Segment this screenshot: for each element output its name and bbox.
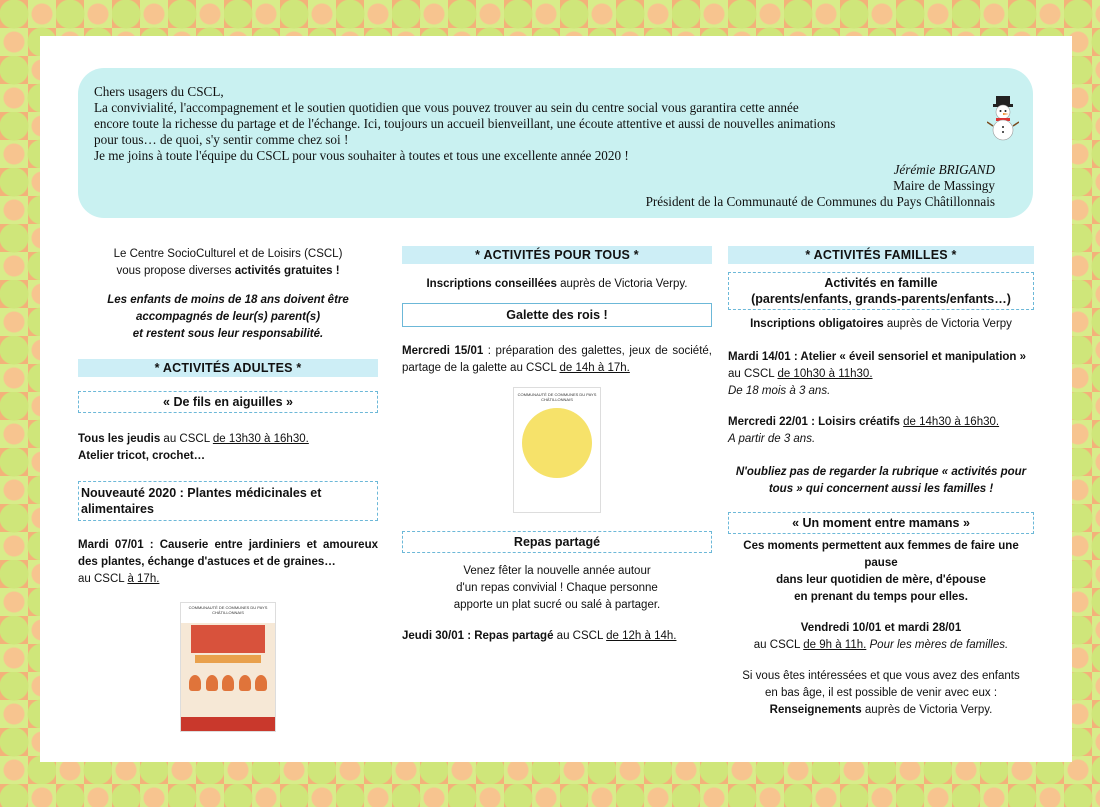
info-bold: Renseignements bbox=[769, 704, 862, 716]
section-title: * ACTIVITÉS POUR TOUS * bbox=[402, 246, 712, 264]
signature-name: Jérémie BRIGAND bbox=[893, 162, 995, 177]
info-text: Si vous êtes intéressées et que vous avez des enfants bbox=[742, 670, 1020, 682]
intro-note: et restent sous leur responsabilité. bbox=[132, 328, 324, 340]
reminder-note: tous » qui concernent aussi les familles ! bbox=[768, 483, 994, 495]
greeting-banner bbox=[78, 68, 1033, 218]
activity-details bbox=[78, 537, 378, 571]
intro-text-bold: activités gratuites ! bbox=[234, 265, 340, 277]
activity-details bbox=[728, 637, 1034, 654]
intro-note: accompagnés de leur(s) parent(s) bbox=[135, 311, 321, 323]
activity-box-highlight: Nouveauté 2020 bbox=[81, 486, 177, 500]
flyer-page bbox=[40, 36, 1072, 762]
family-activities-column bbox=[728, 246, 1034, 719]
activity-day: Jeudi 30/01 : Repas partagé bbox=[402, 630, 554, 642]
activity-details bbox=[402, 628, 712, 645]
registration-text: auprès de Victoria Verpy bbox=[883, 318, 1012, 330]
box-title-line: Activités en famille bbox=[824, 276, 938, 290]
activity-box-title: Repas partagé bbox=[402, 531, 712, 553]
activity-description: Venez fêter la nouvelle année autour bbox=[463, 565, 651, 577]
activity-time: de 13h30 à 16h30. bbox=[212, 433, 309, 445]
activity-description: en prenant du temps pour elles. bbox=[794, 591, 968, 603]
activity-time: de 14h à 17h. bbox=[559, 362, 630, 374]
activity-audience: Pour les mères de familles. bbox=[866, 639, 1009, 651]
poster-header: COMMUNAUTÉ DE COMMUNES DU PAYS CHÂTILLONNAIS bbox=[517, 392, 597, 402]
activity-time: de 9h à 11h. bbox=[803, 639, 867, 651]
greeting-line: Je me joins à toute l'équipe du CSCL pour vous souhaiter à toutes et tous une excellente année 2020 ! bbox=[94, 148, 629, 163]
intro-note: Les enfants de moins de 18 ans doivent être bbox=[107, 294, 349, 306]
adult-activities-column bbox=[78, 246, 378, 732]
registration-bold: Inscriptions obligatoires bbox=[750, 318, 884, 330]
activity-day: Mardi 07/01 bbox=[78, 539, 144, 551]
activity-box-title bbox=[728, 272, 1034, 310]
activity-box-title bbox=[78, 481, 378, 521]
section-title: * ACTIVITÉS FAMILLES * bbox=[728, 246, 1034, 264]
activity-box-title: « De fils en aiguilles » bbox=[78, 391, 378, 413]
snowman-icon bbox=[987, 96, 1019, 142]
poster-footer bbox=[181, 717, 275, 731]
activity-time: de 10h30 à 11h30. bbox=[777, 368, 873, 380]
registration-note bbox=[402, 276, 712, 293]
info-contact: auprès de Victoria Verpy. bbox=[861, 704, 993, 716]
activity-details bbox=[78, 431, 378, 448]
greeting-line: La convivialité, l'accompagnement et le soutien quotidien que vous pouvez trouver au sein du centre social vous garantira cette année bbox=[94, 100, 799, 115]
poster-title-block bbox=[191, 625, 265, 653]
activity-day: Mercredi 15/01 bbox=[402, 345, 484, 357]
activity-time: de 14h30 à 16h30. bbox=[903, 416, 1000, 428]
intro-text: Le Centre SocioCulturel et de Loisirs (CSCL) bbox=[113, 248, 343, 260]
activity-description: d'un repas convivial ! Chaque personne bbox=[456, 582, 658, 594]
activity-day: Tous les jeudis bbox=[78, 433, 161, 445]
box-title-line: (parents/enfants, grands-parents/enfants…) bbox=[751, 292, 1011, 306]
info-text: en bas âge, il est possible de venir avec eux : bbox=[764, 687, 998, 699]
activity-place: au CSCL bbox=[728, 368, 778, 380]
info-text bbox=[728, 702, 1034, 719]
activity-box-title-rest: : Plantes médicinales et alimentaires bbox=[81, 486, 322, 516]
intro-text-part: vous propose diverses bbox=[116, 265, 235, 277]
all-activities-column bbox=[402, 246, 712, 645]
activity-time: de 12h à 14h. bbox=[606, 630, 677, 642]
activity-time: à 17h. bbox=[127, 573, 160, 585]
activity-description: : préparation des galettes, jeux de société, partage de la galette au CSCL bbox=[402, 345, 712, 374]
plants-poster-image bbox=[180, 602, 276, 732]
activity-box-title: Galette des rois ! bbox=[402, 303, 712, 327]
activity-details bbox=[728, 414, 1034, 431]
activity-description: dans leur quotidien de mère, d'épouse bbox=[776, 574, 986, 586]
signature-role: Maire de Massingy bbox=[893, 178, 995, 193]
greeting-line: pour tous… de quoi, s'y sentir comme chez soi ! bbox=[94, 132, 349, 147]
intro-text bbox=[78, 263, 378, 280]
sun-icon bbox=[522, 408, 592, 478]
activity-place: au CSCL bbox=[753, 639, 804, 651]
activity-description: apporte un plat sucré ou salé à partager. bbox=[453, 599, 661, 611]
activity-description: : Causerie entre jardiniers et amoureux des plantes, échange d'astuces et de graines… bbox=[78, 539, 378, 568]
signature bbox=[646, 162, 995, 210]
activity-box-title: « Un moment entre mamans » bbox=[728, 512, 1034, 534]
activity-details bbox=[728, 366, 1034, 383]
registration-note bbox=[728, 316, 1034, 333]
signature-role: Président de la Communauté de Communes du Pays Châtillonnais bbox=[645, 194, 995, 209]
activity-details bbox=[402, 343, 712, 377]
activity-day: Mardi 14/01 : Atelier « éveil sensoriel et manipulation » bbox=[728, 351, 1027, 363]
poster-band bbox=[195, 655, 261, 663]
registration-text: auprès de Victoria Verpy. bbox=[556, 278, 688, 290]
activity-place: au CSCL bbox=[553, 630, 607, 642]
activity-description: Atelier tricot, crochet… bbox=[78, 450, 206, 462]
poster-header: COMMUNAUTÉ DE COMMUNES DU PAYS CHÂTILLONNAIS bbox=[181, 603, 275, 623]
activity-place: au CSCL bbox=[160, 433, 213, 445]
activity-age: A partir de 3 ans. bbox=[728, 433, 816, 445]
activity-age: De 18 mois à 3 ans. bbox=[728, 385, 831, 397]
activity-place: au CSCL bbox=[78, 573, 128, 585]
greeting-line: encore toute la richesse du partage et de l'échange. Ici, toujours un accueil bienveillant, une écoute attentive et aussi de nouvelles animations bbox=[94, 116, 836, 131]
reminder-note: N'oubliez pas de regarder la rubrique « activités pour bbox=[735, 466, 1027, 478]
greeting-line: Chers usagers du CSCL, bbox=[94, 84, 224, 99]
activity-description: Ces moments permettent aux femmes de faire une pause bbox=[743, 540, 1019, 569]
greeting-text bbox=[94, 84, 974, 164]
activity-details bbox=[78, 571, 378, 588]
activity-day: Mercredi 22/01 : Loisirs créatifs bbox=[728, 416, 900, 428]
galette-poster-image bbox=[513, 387, 601, 513]
registration-bold: Inscriptions conseillées bbox=[426, 278, 557, 290]
flower-pots-icon bbox=[189, 675, 267, 699]
activity-day: Vendredi 10/01 et mardi 28/01 bbox=[800, 622, 962, 634]
section-title: * ACTIVITÉS ADULTES * bbox=[78, 359, 378, 377]
